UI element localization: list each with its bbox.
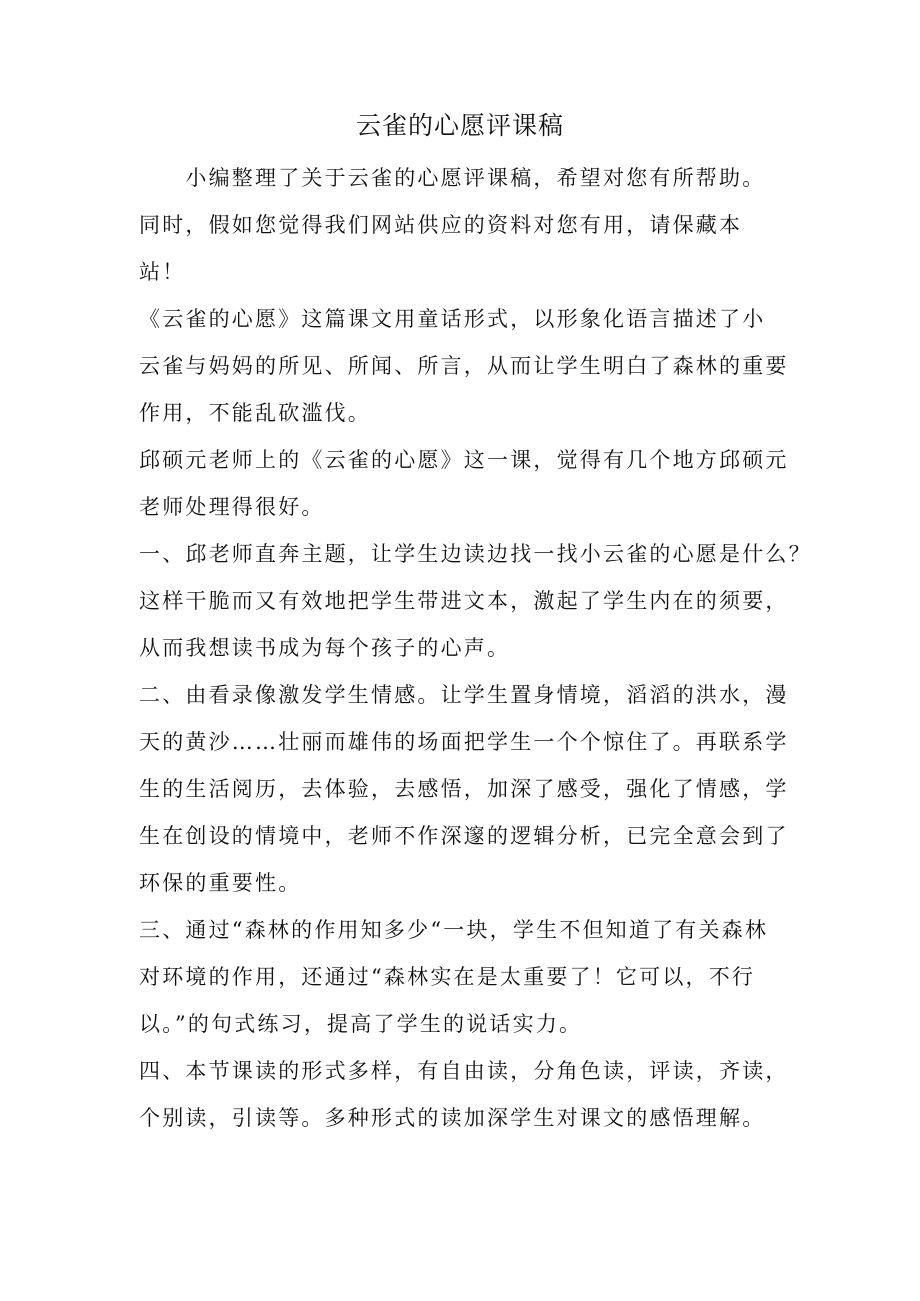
body-line: 环保的重要性。 [139,871,302,895]
body-line: 个别读，引读等。多种形式的读加深学生对课文的感悟理解。 [139,1106,766,1130]
document-body [139,155,812,1142]
body-line: 《云雀的心愿》这篇课文用童话形式，以形象化语言描述了小 [139,307,766,331]
body-line: 从而我想读书成为每个孩子的心声。 [139,636,511,660]
body-line: 三、通过“森林的作用知多少“一块，学生不但知道了有关森林 [139,918,769,942]
body-line: 一、邱老师直奔主题，让学生边读边找一找小云雀的心愿是什么？ [139,542,812,566]
body-line: 云雀与妈妈的所见、所闻、所言，从而让学生明白了森林的重要 [139,354,789,378]
body-line: 小编整理了关于云雀的心愿评课稿，希望对您有所帮助。 [139,166,766,190]
body-line: 站！ [139,260,186,284]
body-line: 四、本节课读的形式多样，有自由读，分角色读，评读，齐读， [139,1059,789,1083]
body-line: 生的生活阅历，去体验，去感悟，加深了感受，强化了情感，学 [139,777,789,801]
body-line: 天的黄沙……壮丽而雄伟的场面把学生一个个惊住了。再联系学 [139,730,789,754]
body-line: 同时，假如您觉得我们网站供应的资料对您有用，请保藏本 [139,213,743,237]
body-line: 邱硕元老师上的《云雀的心愿》这一课，觉得有几个地方邱硕元 [139,448,789,472]
body-line: 生在创设的情境中，老师不作深邃的逻辑分析，已完全意会到了 [139,824,789,848]
body-line: 对环境的作用，还通过“森林实在是太重要了！它可以，不行 [139,965,756,989]
body-line: 作用，不能乱砍滥伐。 [139,401,371,425]
body-line: 二、由看录像激发学生情感。让学生置身情境，滔滔的洪水，漫 [139,683,789,707]
body-line: 以。”的句式练习，提高了学生的说话实力。 [139,1012,583,1036]
body-line: 老师处理得很好。 [139,495,325,519]
body-line: 这样干脆而又有效地把学生带进文本，激起了学生内在的须要， [139,589,789,613]
document-title: 云雀的心愿评课稿 [355,111,564,140]
